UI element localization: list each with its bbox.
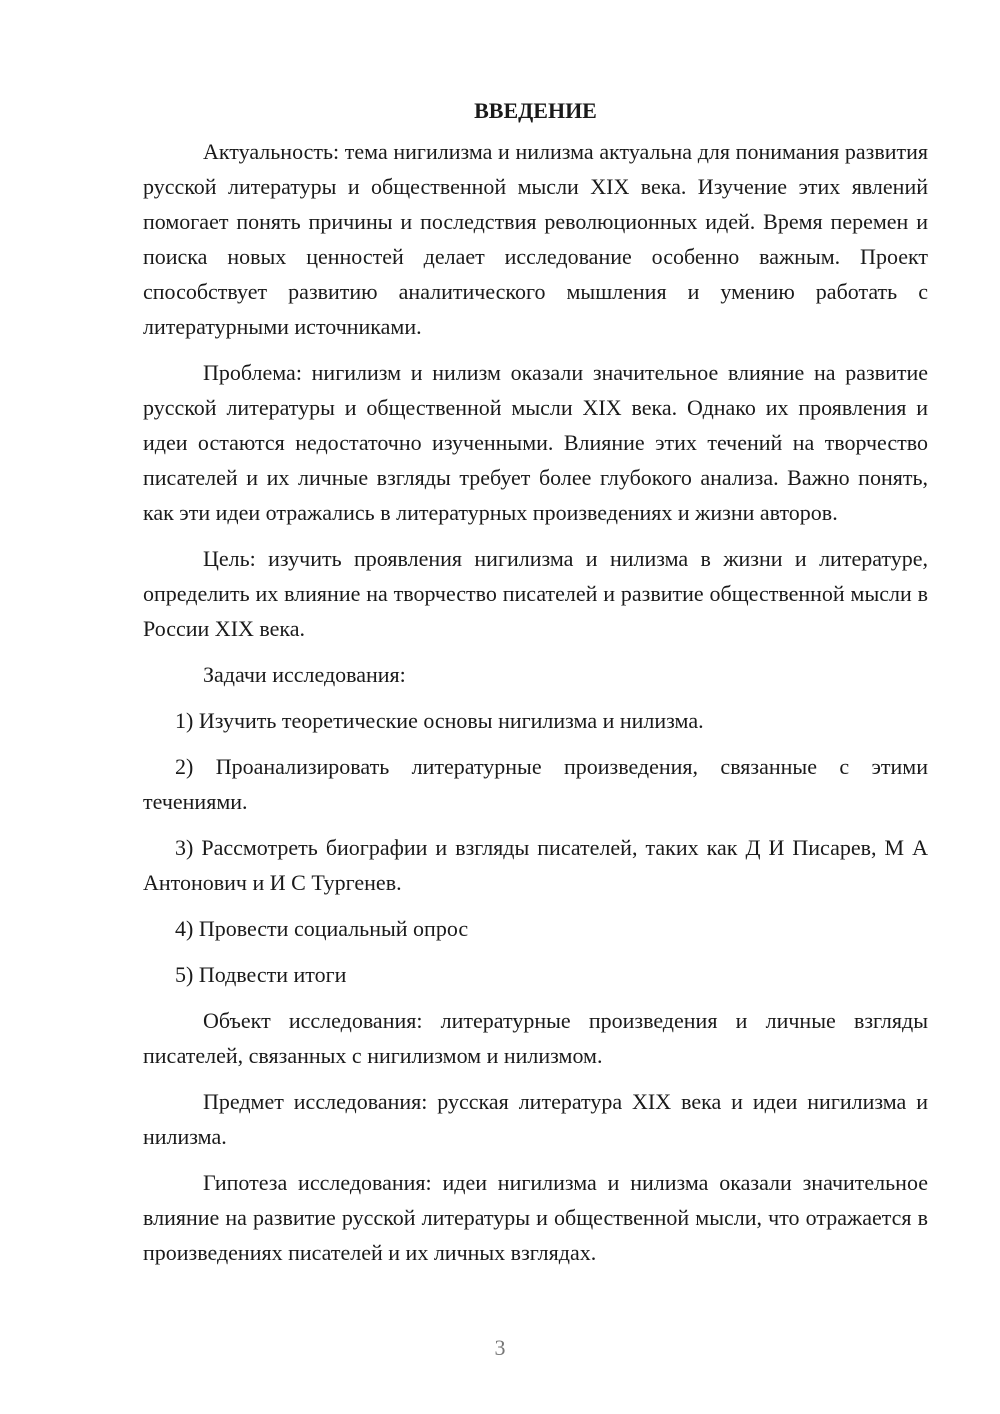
task-item: 1) Изучить теоретические основы нигилизма и нилизма.	[175, 708, 704, 733]
section-title: ВВЕДЕНИЕ	[474, 98, 597, 123]
paragraph-relevance: Актуальность: тема нигилизма и нилизма актуальна для понимания развития русской литературы и общественной мысли XIX века. Изучение этих явлений помогает понять причины и последствия революционных идей. Время перемен и поиска новых ценностей делает исследование особенно важным. Проект способствует развитию аналитического мышления и умению работать с литературными источниками.	[143, 139, 928, 339]
page-number: 3	[494, 1335, 506, 1360]
task-item: 3) Рассмотреть биографии и взгляды писателей, таких как Д И Писарев, М А Антонович и И С Тургенев.	[143, 835, 928, 895]
paragraph-subject: Предмет исследования: русская литература XIX века и идеи нигилизма и нилизма.	[143, 1089, 928, 1149]
task-item: 2) Проанализировать литературные произведения, связанные с этими течениями.	[143, 754, 928, 814]
paragraph-hypothesis: Гипотеза исследования: идеи нигилизма и нилизма оказали значительное влияние на развитие русской литературы и общественной мысли, что отражается в произведениях писателей и их личных взглядах.	[143, 1170, 928, 1265]
task-item: 4) Провести социальный опрос	[175, 916, 469, 941]
paragraph-tasks-heading: Задачи исследования:	[203, 662, 406, 687]
document-page	[143, 94, 928, 1281]
paragraph-object: Объект исследования: литературные произведения и личные взгляды писателей, связанных с нигилизмом и нилизмом.	[143, 1008, 928, 1068]
paragraph-goal: Цель: изучить проявления нигилизма и нилизма в жизни и литературе, определить их влияние на творчество писателей и развитие общественной мысли в России XIX века.	[143, 546, 928, 641]
task-item: 5) Подвести итоги	[175, 962, 347, 987]
paragraph-problem: Проблема: нигилизм и нилизм оказали значительное влияние на развитие русской литературы и общественной мысли XIX века. Однако их проявления и идеи остаются недостаточно изученными. Влияние этих течений на творчество писателей и их личные взгляды требует более глубокого анализа. Важно понять, как эти идеи отражались в литературных произведениях и жизни авторов.	[143, 360, 928, 525]
